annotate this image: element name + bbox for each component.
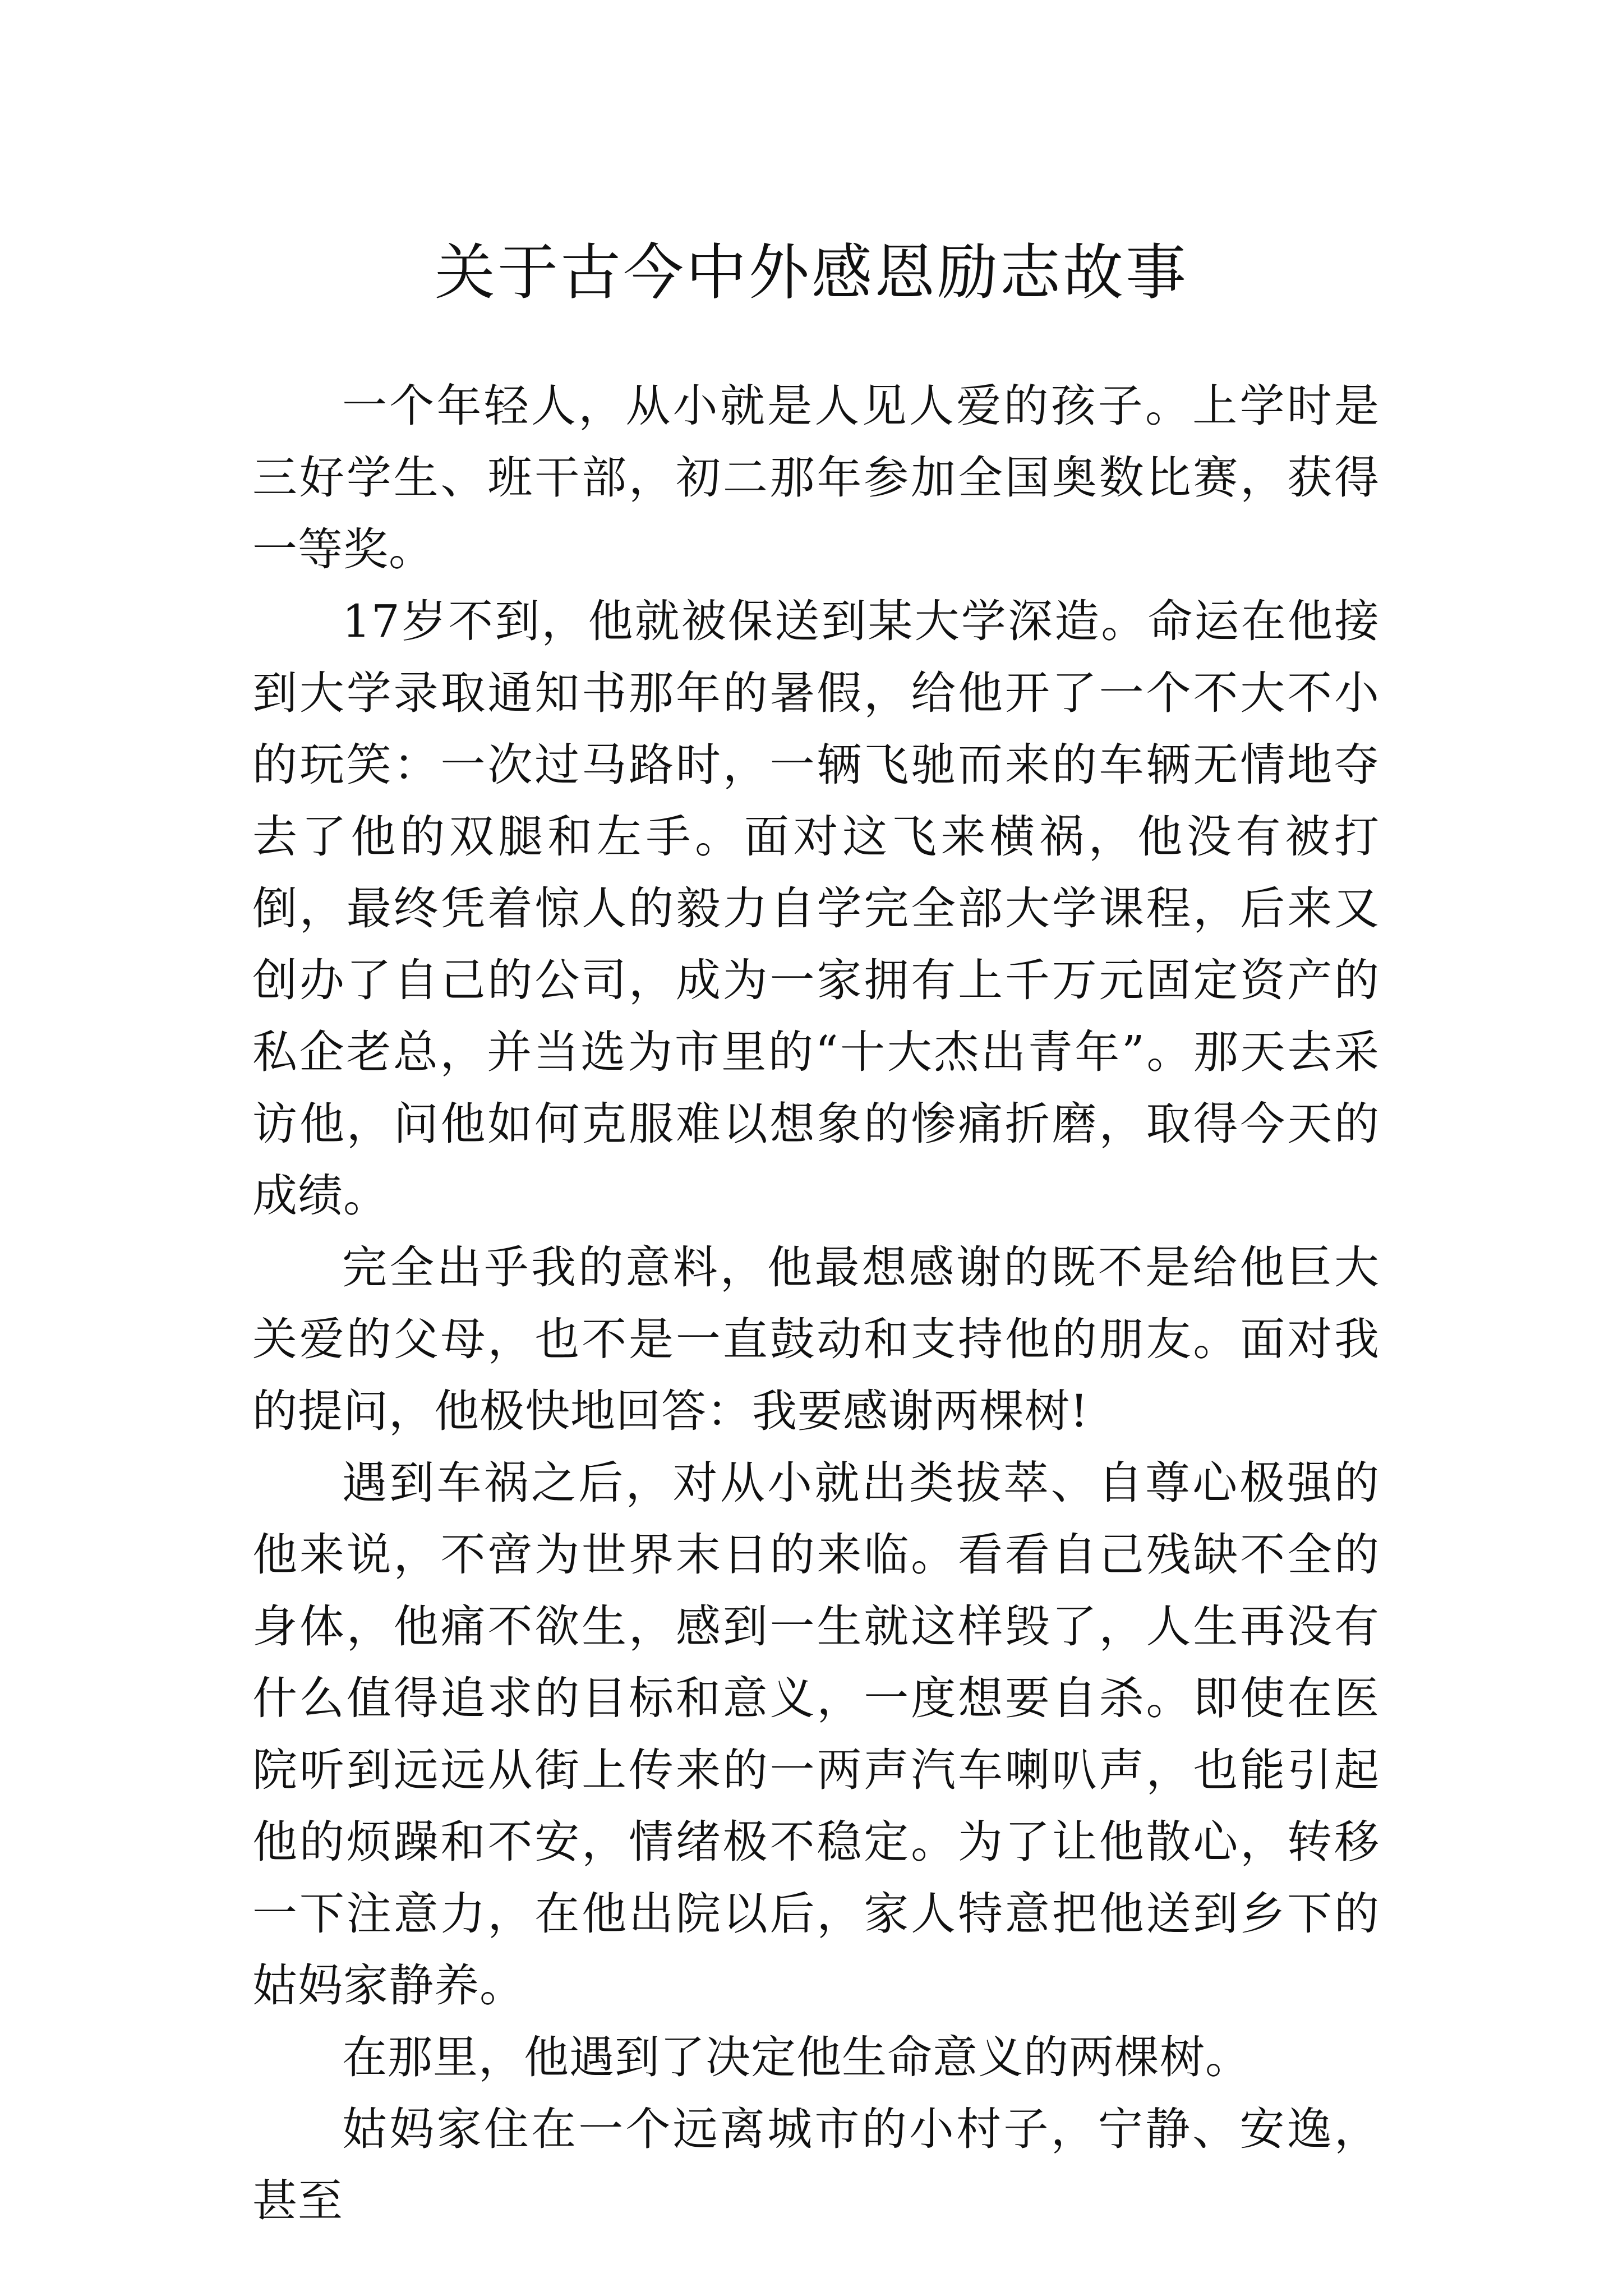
paragraph-6: 姑妈家住在一个远离城市的小村子，宁静、安逸，甚至	[252, 2103, 1380, 2227]
paragraph-4: 遇到车祸之后，对从小就出类拔萃、自尊心极强的他来说，不啻为世界末日的来临。看看自己残缺不全的身体，他痛不欲生，感到一生就这样毁了，人生再没有什么值得追求的目标和意义，一度想要自杀。即使在医院听到远远从街上传来的一两声汽车喇叭声，也能引起他的烦躁和不安，情绪极不稳定。为了让他散心，转移一下注意力，在他出院以后，家人特意把他送到乡下的姑妈家静养。	[252, 1457, 1380, 2012]
paragraph-1: 一个年轻人，从小就是人见人爱的孩子。上学时是三好学生、班干部，初二那年参加全国奥数比赛，获得一等奖。	[252, 380, 1380, 576]
paragraph-2: 17岁不到，他就被保送到某大学深造。命运在他接到大学录取通知书那年的暑假，给他开了一个不大不小的玩笑：一次过马路时，一辆飞驰而来的车辆无情地夺去了他的双腿和左手。面对这飞来横祸，他没有被打倒，最终凭着惊人的毅力自学完全部大学课程，后来又创办了自己的公司，成为一家拥有上千万元固定资产的私企老总，并当选为市里的“十大杰出青年”。那天去采访他，问他如何克服难以想象的惨痛折磨，取得今天的成绩。	[252, 595, 1380, 1222]
document-title: 关于古今中外感恩励志故事	[434, 238, 1188, 309]
paragraph-3: 完全出乎我的意料，他最想感谢的既不是给他巨大关爱的父母，也不是一直鼓动和支持他的朋友。面对我的提问，他极快地回答：我要感谢两棵树!	[252, 1241, 1380, 1437]
document-body	[252, 370, 1380, 2237]
paragraph-5: 在那里，他遇到了决定他生命意义的两棵树。	[342, 2031, 1251, 2083]
